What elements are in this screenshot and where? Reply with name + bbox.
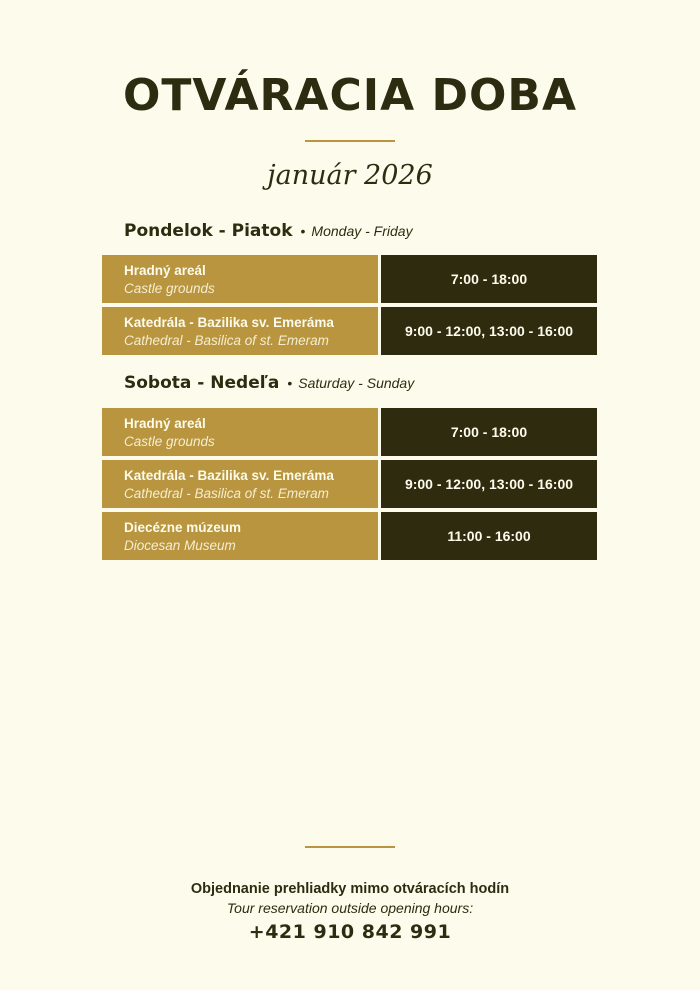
place-cell: [102, 408, 378, 456]
table-row: [102, 408, 597, 456]
weekdays-heading-en: Monday - Friday: [311, 223, 413, 239]
bottom-divider: [305, 846, 395, 848]
place-name: Hradný areál: [124, 263, 206, 278]
month-label: január 2026: [267, 160, 433, 191]
weekend-heading-sk: Sobota - Nedeľa: [124, 373, 280, 393]
phone-number: +421 910 842 991: [248, 921, 452, 943]
hours-cell: 7:00 - 18:00: [381, 408, 597, 456]
table-row: [102, 512, 597, 560]
place-cell: [102, 255, 378, 303]
weekend-table: [102, 408, 597, 564]
weekdays-heading-sk: Pondelok - Piatok: [124, 221, 293, 241]
place-name: Katedrála - Bazilika sv. Emeráma: [124, 468, 334, 483]
footer-text-en: Tour reservation outside opening hours:: [226, 900, 474, 916]
weekend-heading-en: Saturday - Sunday: [298, 375, 415, 391]
weekdays-table: [102, 255, 597, 359]
weekend-heading-separator: •: [287, 375, 293, 391]
table-row: [102, 255, 597, 303]
table-row: [102, 460, 597, 508]
page-title: OTVÁRACIA DOBA: [122, 70, 578, 121]
hours-cell: 7:00 - 18:00: [381, 255, 597, 303]
weekend-heading: [124, 373, 414, 393]
place-name: Hradný areál: [124, 416, 206, 431]
place-cell: [102, 307, 378, 355]
place-name-en: Diocesan Museum: [124, 538, 236, 553]
weekdays-heading: [124, 221, 413, 241]
place-cell: [102, 460, 378, 508]
place-name-en: Castle grounds: [124, 281, 215, 296]
place-name-en: Cathedral - Basilica of st. Emeram: [124, 333, 329, 348]
place-name: Katedrála - Bazilika sv. Emeráma: [124, 315, 334, 330]
hours-cell: 9:00 - 12:00, 13:00 - 16:00: [381, 307, 597, 355]
weekdays-heading-separator: •: [300, 223, 306, 239]
footer-text: Objednanie prehliadky mimo otváracích hodín: [190, 881, 510, 897]
hours-cell: 11:00 - 16:00: [381, 512, 597, 560]
hours-cell: 9:00 - 12:00, 13:00 - 16:00: [381, 460, 597, 508]
top-divider: [305, 140, 395, 142]
table-row: [102, 307, 597, 355]
place-name-en: Castle grounds: [124, 434, 215, 449]
place-name-en: Cathedral - Basilica of st. Emeram: [124, 486, 329, 501]
place-cell: [102, 512, 378, 560]
footer: [0, 880, 700, 943]
place-name: Diecézne múzeum: [124, 520, 242, 535]
